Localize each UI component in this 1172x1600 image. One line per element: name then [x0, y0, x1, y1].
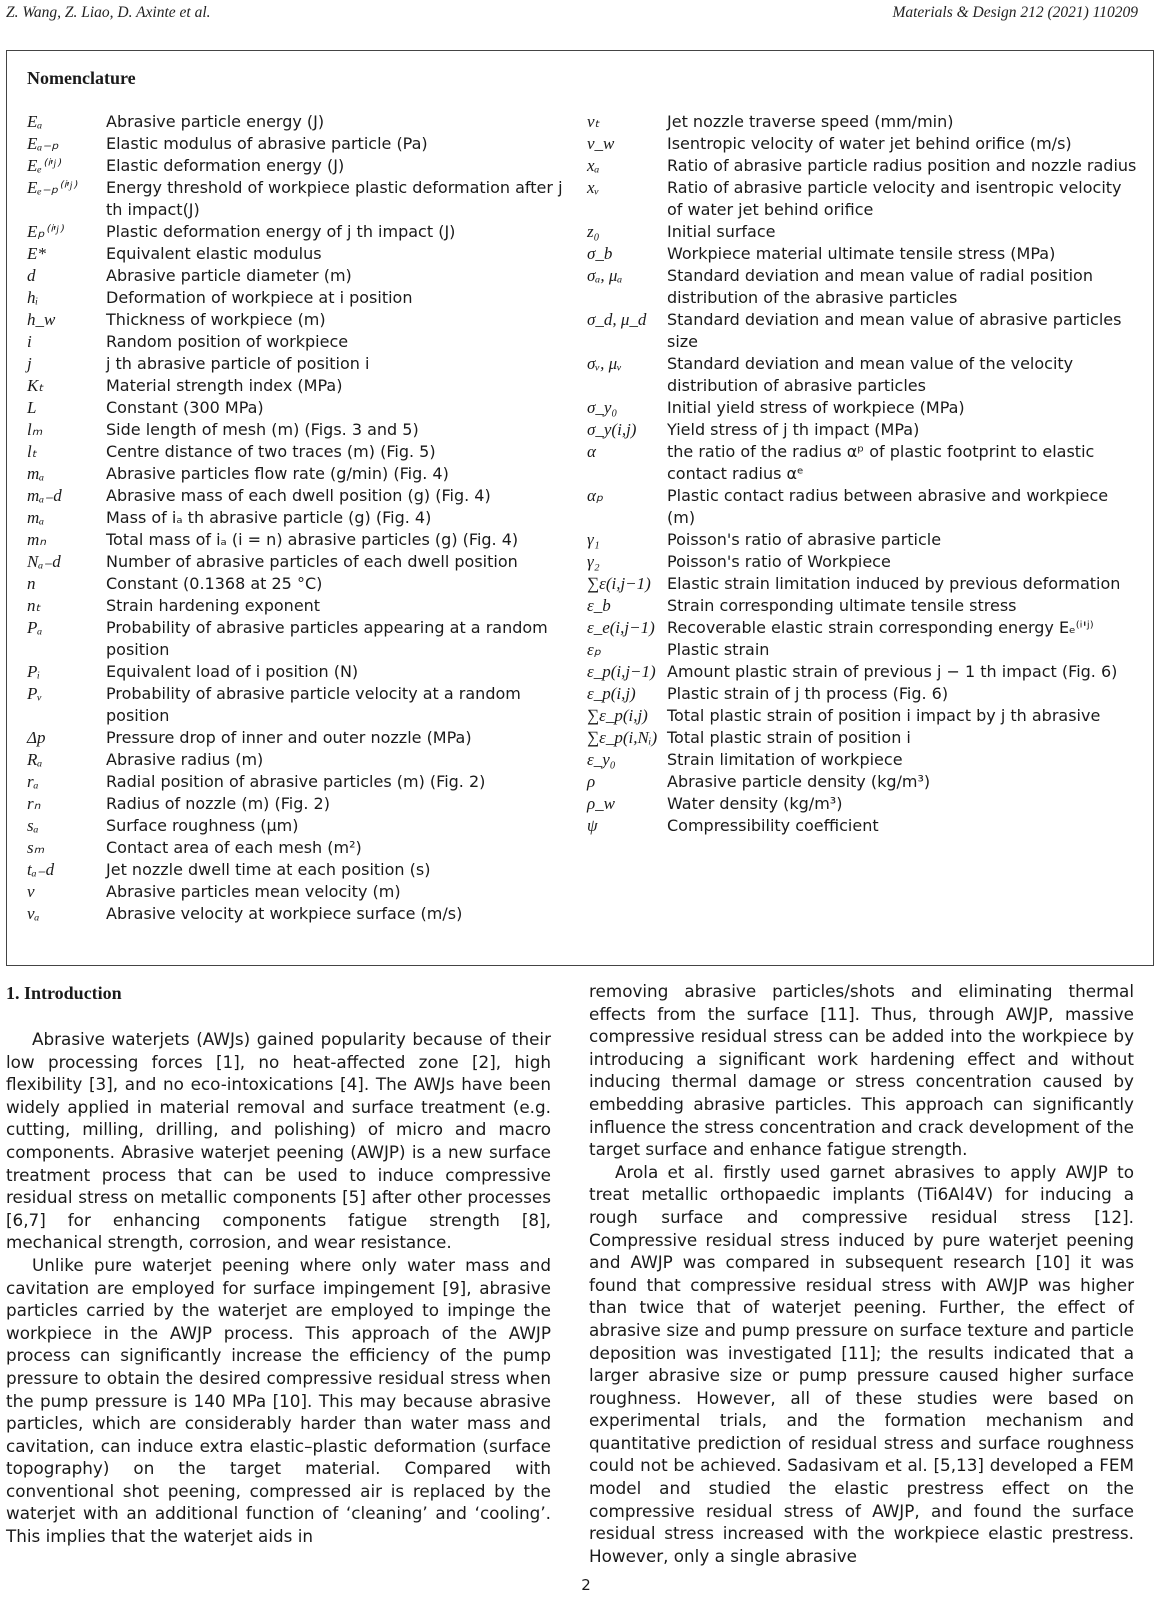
nomenclature-symbol: j — [27, 354, 32, 373]
nomenclature-definition: Radius of nozzle (m) (Fig. 2) — [106, 794, 330, 813]
nomenclature-symbol: ε_y₀ — [587, 750, 616, 769]
nomenclature-entry — [587, 221, 1139, 243]
nomenclature-entry — [27, 485, 567, 507]
nomenclature-entry — [27, 353, 567, 375]
nomenclature-entry — [27, 551, 567, 573]
nomenclature-entry — [27, 837, 567, 859]
nomenclature-symbol: γ₁ — [587, 530, 600, 549]
nomenclature-symbol: ρ — [587, 772, 596, 791]
nomenclature-entry — [27, 419, 567, 441]
nomenclature-definition: Thickness of workpiece (m) — [106, 310, 326, 329]
nomenclature-definition: Plastic deformation energy of j th impact (J) — [106, 222, 456, 241]
nomenclature-definition: Equivalent elastic modulus — [106, 244, 322, 263]
nomenclature-definition: Side length of mesh (m) (Figs. 3 and 5) — [106, 420, 419, 439]
nomenclature-symbol: z₀ — [587, 222, 600, 241]
nomenclature-symbol: v_w — [587, 134, 615, 153]
nomenclature-definition: Poisson's ratio of Workpiece — [667, 552, 891, 571]
nomenclature-entry — [587, 793, 1139, 815]
nomenclature-definition: Plastic strain of j th process (Fig. 6) — [667, 684, 949, 703]
nomenclature-entry — [27, 243, 567, 265]
nomenclature-symbol: sₘ — [27, 838, 45, 857]
nomenclature-symbol: Nₐ₋d — [27, 552, 61, 571]
nomenclature-entry — [27, 749, 567, 771]
nomenclature-symbol: d — [27, 266, 36, 285]
nomenclature-left-column — [27, 111, 567, 925]
nomenclature-definition: Strain corresponding ultimate tensile stress — [667, 596, 1017, 615]
nomenclature-definition: Elastic modulus of abrasive particle (Pa) — [106, 134, 428, 153]
nomenclature-entry — [27, 727, 567, 749]
nomenclature-entry — [587, 111, 1139, 133]
nomenclature-symbol: nₜ — [27, 596, 41, 615]
nomenclature-symbol: ε_b — [587, 596, 611, 615]
nomenclature-entry — [27, 771, 567, 793]
nomenclature-symbol: Eₐ — [27, 112, 43, 131]
nomenclature-entry — [27, 463, 567, 485]
nomenclature-entry — [27, 111, 567, 133]
nomenclature-symbol: Pₐ — [27, 618, 43, 637]
nomenclature-entry — [27, 265, 567, 287]
nomenclature-symbol: hᵢ — [27, 288, 39, 307]
nomenclature-symbol: σ_y₀ — [587, 398, 618, 417]
nomenclature-symbol: lₘ — [27, 420, 43, 439]
nomenclature-entry — [587, 309, 1139, 353]
nomenclature-symbol: σ_b — [587, 244, 613, 263]
nomenclature-definition: Mass of iₐ th abrasive particle (g) (Fig. 4) — [106, 508, 432, 527]
nomenclature-symbol: xᵥ — [587, 178, 600, 197]
nomenclature-entry — [587, 529, 1139, 551]
nomenclature-symbol: i — [27, 332, 32, 351]
nomenclature-definition: Plastic strain — [667, 640, 770, 659]
nomenclature-symbol: L — [27, 398, 37, 417]
nomenclature-definition: Amount plastic strain of previous j − 1 th impact (Fig. 6) — [667, 662, 1118, 681]
nomenclature-definition: Surface roughness (μm) — [106, 816, 299, 835]
nomenclature-entry — [587, 749, 1139, 771]
nomenclature-symbol: ψ — [587, 816, 598, 835]
nomenclature-symbol: ∑ε(i,j−1) — [587, 574, 651, 593]
nomenclature-entry — [27, 881, 567, 903]
nomenclature-entry — [587, 265, 1139, 309]
nomenclature-definition: Standard deviation and mean value of radial position distribution of the abrasive particles — [667, 266, 1093, 307]
nomenclature-symbol: vₜ — [587, 112, 600, 131]
nomenclature-definition: Yield stress of j th impact (MPa) — [667, 420, 920, 439]
nomenclature-entry — [27, 815, 567, 837]
nomenclature-definition: the ratio of the radius αᵖ of plastic footprint to elastic contact radius αᵉ — [667, 442, 1095, 483]
nomenclature-symbol: Pᵢ — [27, 662, 41, 681]
nomenclature-symbol: xₐ — [587, 156, 600, 175]
nomenclature-definition: Abrasive particle energy (J) — [106, 112, 325, 131]
paragraph: Unlike pure waterjet peening where only water mass and cavitation are employed for surface impingement [9], abrasive particles carried by the waterjet are employed to impinge the workpiece in the AWJP process. This approach of the AWJP process can significantly increase the efficiency of the pump pressure to obtain the desired compressive residual stress when the pump pressure is 140 MPa [10]. This may because abrasive particles, which are considerably harder than water mass and cavitation, can induce extra elastic–plastic deformation (surface topography) on the target material. Compared with conventional shot peening, compressed air is replaced by the waterjet with an additional function of ‘cleaning’ and ‘cooling’. This implies that the waterjet aids in — [6, 1254, 551, 1547]
nomenclature-symbol: εₚ — [587, 640, 601, 659]
nomenclature-entry — [27, 309, 567, 331]
nomenclature-symbol: Δp — [27, 728, 46, 747]
nomenclature-definition: j th abrasive particle of position i — [106, 354, 370, 373]
nomenclature-symbol: ε_p(i,j) — [587, 684, 636, 703]
nomenclature-entry — [587, 771, 1139, 793]
nomenclature-definition: Strain hardening exponent — [106, 596, 321, 615]
nomenclature-symbol: ∑ε_p(i,Nᵢ) — [587, 728, 658, 747]
nomenclature-entry — [587, 177, 1139, 221]
nomenclature-right-column — [587, 111, 1139, 837]
nomenclature-entry — [587, 705, 1139, 727]
nomenclature-entry — [27, 793, 567, 815]
nomenclature-entry — [587, 595, 1139, 617]
nomenclature-definition: Total plastic strain of position i impact by j th abrasive — [667, 706, 1101, 725]
nomenclature-definition: Radial position of abrasive particles (m) (Fig. 2) — [106, 772, 486, 791]
nomenclature-definition: Contact area of each mesh (m²) — [106, 838, 362, 857]
nomenclature-entry — [587, 617, 1139, 639]
nomenclature-symbol: vₐ — [27, 904, 40, 923]
nomenclature-entry — [27, 507, 567, 529]
nomenclature-entry — [587, 155, 1139, 177]
nomenclature-symbol: ε_p(i,j−1) — [587, 662, 656, 681]
nomenclature-symbol: ε_e(i,j−1) — [587, 618, 655, 637]
nomenclature-entry — [27, 133, 567, 155]
nomenclature-definition: Total mass of iₐ (i = n) abrasive particles (g) (Fig. 4) — [106, 530, 519, 549]
nomenclature-definition: Constant (300 MPa) — [106, 398, 264, 417]
nomenclature-entry — [27, 529, 567, 551]
nomenclature-symbol: Eₐ₋ₚ — [27, 134, 59, 153]
nomenclature-symbol: σₐ, μₐ — [587, 266, 623, 285]
nomenclature-entry — [587, 815, 1139, 837]
nomenclature-entry — [27, 287, 567, 309]
nomenclature-symbol: rₐ — [27, 772, 39, 791]
nomenclature-definition: Probability of abrasive particle velocity at a random position — [106, 684, 521, 725]
paragraph: Abrasive waterjets (AWJs) gained popularity because of their low processing forces [1], no heat-affected zone [2], high flexibility [3], and no eco-intoxications [4]. The AWJs have been widely applied in material removal and surface treatment (e.g. cutting, milling, drilling, and polishing) of micro and macro components. Abrasive waterjet peening (AWJP) is a new surface treatment process that can be used to induce compressive residual stress on metallic components [5] after other processes [6,7] for enhancing components fatigue strength [8], mechanical strength, corrosion, and wear resistance. — [6, 1029, 551, 1253]
nomenclature-entry — [27, 903, 567, 925]
nomenclature-entry — [587, 573, 1139, 595]
nomenclature-definition: Probability of abrasive particles appearing at a random position — [106, 618, 548, 659]
nomenclature-entry — [587, 243, 1139, 265]
nomenclature-definition: Constant (0.1368 at 25 °C) — [106, 574, 323, 593]
nomenclature-definition: Standard deviation and mean value of the velocity distribution of abrasive particles — [667, 354, 1074, 395]
nomenclature-symbol: Eₑ⁽ⁱ'ʲ⁾ — [27, 156, 60, 175]
nomenclature-symbol: Eₑ₋ₚ⁽ⁱ'ʲ⁾ — [27, 178, 76, 197]
nomenclature-definition: Isentropic velocity of water jet behind orifice (m/s) — [667, 134, 1072, 153]
nomenclature-symbol: Rₐ — [27, 750, 43, 769]
nomenclature-entry — [587, 551, 1139, 573]
paragraph: removing abrasive particles/shots and eliminating thermal effects from the surface [11]. Thus, through AWJP, massive compressive residual stress can be added into the workpiece by introducing a significant work hardening effect and without inducing thermal damage or stress concentration caused by embedding abrasive particles. This approach can significantly influence the stress concentration and crack development of the target surface and enhance fatigue strength. — [589, 981, 1134, 1160]
nomenclature-symbol: mₐ — [27, 508, 45, 527]
nomenclature-entry — [27, 661, 567, 683]
nomenclature-entry — [587, 397, 1139, 419]
page-number: 2 — [581, 1576, 591, 1594]
nomenclature-symbol: mₐ — [27, 464, 45, 483]
body-left-column — [6, 980, 551, 1548]
nomenclature-entry — [27, 683, 567, 727]
nomenclature-symbol: ∑ε_p(i,j) — [587, 706, 648, 725]
nomenclature-entry — [27, 155, 567, 177]
nomenclature-entry — [27, 375, 567, 397]
nomenclature-entry — [587, 353, 1139, 397]
nomenclature-definition: Elastic strain limitation induced by previous deformation — [667, 574, 1121, 593]
nomenclature-entry — [27, 617, 567, 661]
nomenclature-entry — [27, 573, 567, 595]
nomenclature-entry — [587, 419, 1139, 441]
nomenclature-entry — [27, 331, 567, 353]
nomenclature-definition: Ratio of abrasive particle radius position and nozzle radius — [667, 156, 1137, 175]
nomenclature-definition: Compressibility coefficient — [667, 816, 879, 835]
nomenclature-symbol: Eₚ⁽ⁱ'ʲ⁾ — [27, 222, 63, 241]
nomenclature-definition: Initial yield stress of workpiece (MPa) — [667, 398, 965, 417]
nomenclature-symbol: Pᵥ — [27, 684, 43, 703]
nomenclature-definition: Poisson's ratio of abrasive particle — [667, 530, 942, 549]
nomenclature-box — [6, 50, 1154, 966]
nomenclature-symbol: αₚ — [587, 486, 604, 505]
nomenclature-entry — [27, 177, 567, 221]
nomenclature-symbol: Kₜ — [27, 376, 44, 395]
nomenclature-definition: Random position of workpiece — [106, 332, 349, 351]
nomenclature-entry — [27, 397, 567, 419]
nomenclature-title: Nomenclature — [27, 68, 136, 88]
nomenclature-symbol: γ₂ — [587, 552, 600, 571]
running-header-journal: Materials & Design 212 (2021) 110209 — [892, 4, 1138, 21]
nomenclature-definition: Abrasive velocity at workpiece surface (m/s) — [106, 904, 463, 923]
nomenclature-symbol: mₙ — [27, 530, 47, 549]
nomenclature-definition: Abrasive particles flow rate (g/min) (Fig. 4) — [106, 464, 449, 483]
nomenclature-entry — [27, 859, 567, 881]
nomenclature-definition: Pressure drop of inner and outer nozzle (MPa) — [106, 728, 472, 747]
nomenclature-definition: Initial surface — [667, 222, 776, 241]
body-right-column — [589, 980, 1134, 1567]
nomenclature-symbol: mₐ₋d — [27, 486, 62, 505]
nomenclature-symbol: tₐ₋d — [27, 860, 55, 879]
paragraph: Arola et al. firstly used garnet abrasives to apply AWJP to treat metallic orthopaedic implants (Ti6Al4V) for inducing a rough surface and compressive residual stress [12]. Compressive residual stress induced by pure waterjet peening and AWJP was compared in subsequent research [10] it was found that compressive residual stress with AWJP was higher than twice that of waterjet peening. Further, the effect of abrasive size and pump pressure on surface texture and particle deposition was investigated [11]; the results indicated that a larger abrasive size or pump pressure caused higher surface roughness. However, all of these studies were based on experimental trials, and the formation mechanism and quantitative prediction of residual stress and surface roughness could not be achieved. Sadasivam et al. [5,13] developed a FEM model and studied the elastic prestress effect on the compressive residual stress of AWJP, and found the surface residual stress increased with the workpiece elastic prestress. However, only a single abrasive — [589, 1161, 1134, 1566]
nomenclature-definition: Workpiece material ultimate tensile stress (MPa) — [667, 244, 1056, 263]
nomenclature-entry — [587, 485, 1139, 529]
section-title: 1. Introduction — [6, 983, 122, 1003]
nomenclature-entry — [27, 441, 567, 463]
nomenclature-entry — [27, 221, 567, 243]
nomenclature-symbol: σ_d, μ_d — [587, 310, 647, 329]
nomenclature-definition: Number of abrasive particles of each dwell position — [106, 552, 518, 571]
nomenclature-entry — [27, 595, 567, 617]
nomenclature-symbol: rₙ — [27, 794, 41, 813]
nomenclature-definition: Abrasive particles mean velocity (m) — [106, 882, 401, 901]
nomenclature-definition: Jet nozzle dwell time at each position (s) — [106, 860, 431, 879]
nomenclature-definition: Strain limitation of workpiece — [667, 750, 903, 769]
nomenclature-entry — [587, 727, 1139, 749]
nomenclature-definition: Deformation of workpiece at i position — [106, 288, 413, 307]
nomenclature-definition: Energy threshold of workpiece plastic deformation after j th impact(J) — [106, 178, 563, 219]
nomenclature-definition: Equivalent load of i position (N) — [106, 662, 359, 681]
nomenclature-definition: Abrasive particle density (kg/m³) — [667, 772, 931, 791]
nomenclature-definition: Plastic contact radius between abrasive and workpiece (m) — [667, 486, 1109, 527]
nomenclature-definition: Standard deviation and mean value of abrasive particles size — [667, 310, 1122, 351]
nomenclature-symbol: sₐ — [27, 816, 39, 835]
nomenclature-definition: Recoverable elastic strain corresponding energy Eₑ⁽ⁱ'ʲ⁾ — [667, 618, 1094, 637]
nomenclature-symbol: lₜ — [27, 442, 37, 461]
nomenclature-definition: Abrasive mass of each dwell position (g) (Fig. 4) — [106, 486, 491, 505]
nomenclature-entry — [587, 441, 1139, 485]
running-header-authors: Z. Wang, Z. Liao, D. Axinte et al. — [6, 4, 211, 21]
nomenclature-definition: Water density (kg/m³) — [667, 794, 843, 813]
nomenclature-definition: Jet nozzle traverse speed (mm/min) — [667, 112, 954, 131]
nomenclature-definition: Ratio of abrasive particle velocity and isentropic velocity of water jet behind orifice — [667, 178, 1122, 219]
nomenclature-entry — [587, 639, 1139, 661]
nomenclature-definition: Abrasive radius (m) — [106, 750, 264, 769]
nomenclature-definition: Abrasive particle diameter (m) — [106, 266, 352, 285]
nomenclature-symbol: ρ_w — [587, 794, 615, 813]
nomenclature-definition: Centre distance of two traces (m) (Fig. 5) — [106, 442, 436, 461]
nomenclature-symbol: E* — [27, 244, 46, 263]
nomenclature-symbol: σ_y(i,j) — [587, 420, 637, 439]
nomenclature-symbol: n — [27, 574, 36, 593]
nomenclature-symbol: σᵥ, μᵥ — [587, 354, 622, 373]
nomenclature-symbol: v — [27, 882, 35, 901]
nomenclature-symbol: h_w — [27, 310, 56, 329]
nomenclature-symbol: α — [587, 442, 596, 461]
nomenclature-definition: Material strength index (MPa) — [106, 376, 343, 395]
nomenclature-entry — [587, 661, 1139, 683]
nomenclature-entry — [587, 133, 1139, 155]
nomenclature-definition: Total plastic strain of position i — [667, 728, 911, 747]
nomenclature-definition: Elastic deformation energy (J) — [106, 156, 345, 175]
nomenclature-entry — [587, 683, 1139, 705]
